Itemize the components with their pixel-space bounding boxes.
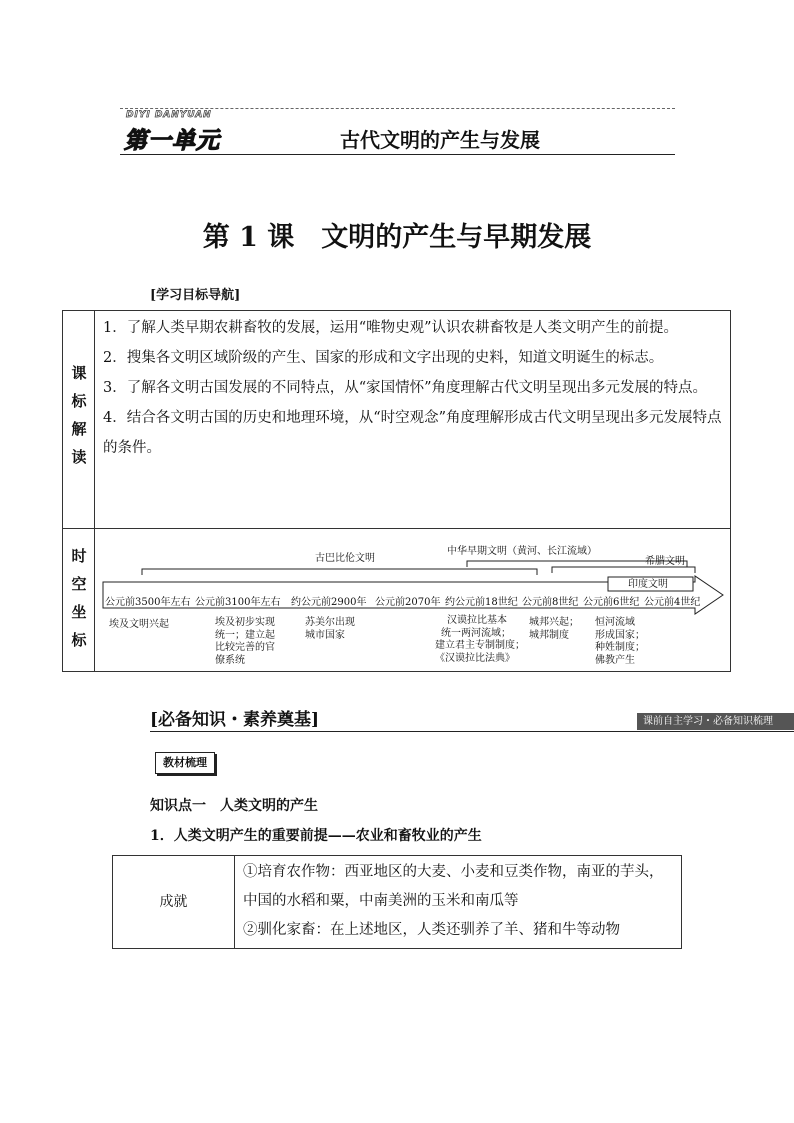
unit-label: 第一单元 <box>124 128 220 154</box>
objectives-label: [学习目标导航] <box>150 288 241 303</box>
curriculum-text <box>103 313 723 463</box>
header-char: 空 <box>71 575 87 593</box>
lesson-title: 第 1 课 文明的产生与早期发展 <box>202 222 592 253</box>
curriculum-item: 2．搜集各文明区域阶级的产生、国家的形成和文字出现的史料，知道文明诞生的标志。 <box>103 350 664 366</box>
era-greece: 希腊文明 <box>645 556 685 567</box>
section-bar <box>150 705 794 731</box>
curriculum-item: 1．了解人类早期农耕畜牧的发展，运用“唯物史观”认识农耕畜牧是人类文明产生的前提。 <box>103 320 679 336</box>
note-ganges: 恒河流域 形成国家； 种姓制度； 佛教产生 <box>595 617 645 666</box>
unit-header <box>120 108 675 156</box>
sub-heading: 1．人类文明产生的重要前提——农业和畜牧业的产生 <box>150 828 482 844</box>
era-china: 中华早期文明（黄河、长江流域） <box>447 546 597 557</box>
header-char: 标 <box>71 631 87 649</box>
achievement-label: 成就 <box>113 856 235 948</box>
achievement-content <box>243 858 675 945</box>
timeline-date: 约公元前2900年 <box>291 597 367 608</box>
note-egypt-unify: 埃及初步实现 统一；建立起 比较完善的官 僚系统 <box>215 617 275 666</box>
header-char: 标 <box>71 392 87 410</box>
timeline-date: 公元前3500年左右 <box>105 597 191 608</box>
section-rule <box>150 731 794 732</box>
note-hammurabi: 汉谟拉比基本 统一两河流域； 建立君主专制制度； 《汉谟拉比法典》 <box>435 615 525 664</box>
header-char: 解 <box>71 420 87 438</box>
achievement-item: ①培育农作物：西亚地区的大麦、小麦和豆类作物，南亚的芋头，中国的水稻和粟，中南美洲的玉米和南瓜等 <box>243 864 664 909</box>
timeline-date: 公元前2070年 <box>375 597 441 608</box>
era-babylon: 古巴比伦文明 <box>315 553 375 564</box>
unit-pinyin: DIYI DANYUAN <box>126 110 212 120</box>
timeline <box>97 529 729 671</box>
note-city-state: 城邦兴起； 城邦制度 <box>529 617 579 641</box>
header-char: 读 <box>71 448 87 466</box>
curriculum-item: 4．结合各文明古国的历史和地理环境，从“时空观念”角度理解形成古代文明呈现出多元发展特点的条件。 <box>103 410 722 456</box>
timeline-date: 约公元前18世纪 <box>445 597 518 608</box>
timeline-date: 公元前8世纪 <box>522 597 579 608</box>
header-rule <box>120 154 675 155</box>
unit-title: 古代文明的产生与发展 <box>340 128 540 152</box>
material-badge: 教材梳理 <box>155 752 215 774</box>
curriculum-item: 3．了解各文明古国发展的不同特点，从“家国情怀”角度理解古代文明呈现出多元发展的特点。 <box>103 380 708 396</box>
timeline-date: 公元前3100年左右 <box>195 597 281 608</box>
achievement-item: ②驯化家畜：在上述地区，人类还驯养了羊、猪和牛等动物 <box>243 922 620 938</box>
achievement-table <box>112 855 682 949</box>
knowledge-point-heading: 知识点一 人类文明的产生 <box>150 798 318 814</box>
timeline-date: 公元前6世纪 <box>583 597 640 608</box>
header-char: 坐 <box>71 603 87 621</box>
header-dashed-line <box>120 108 675 109</box>
note-egypt-rise: 埃及文明兴起 <box>109 619 169 630</box>
timeline-header <box>63 528 95 671</box>
header-char: 课 <box>71 364 87 382</box>
objectives-table <box>62 310 731 672</box>
timeline-date: 公元前4世纪 <box>644 597 701 608</box>
section-title: [必备知识・素养奠基] <box>150 710 320 730</box>
note-sumer: 苏美尔出现 城市国家 <box>305 617 355 641</box>
curriculum-header <box>63 311 95 528</box>
era-india: 印度文明 <box>628 579 668 590</box>
header-char: 时 <box>71 547 87 565</box>
babylon-bracket <box>142 569 537 575</box>
section-tag: 课前自主学习・必备知识梳理 <box>637 713 794 730</box>
